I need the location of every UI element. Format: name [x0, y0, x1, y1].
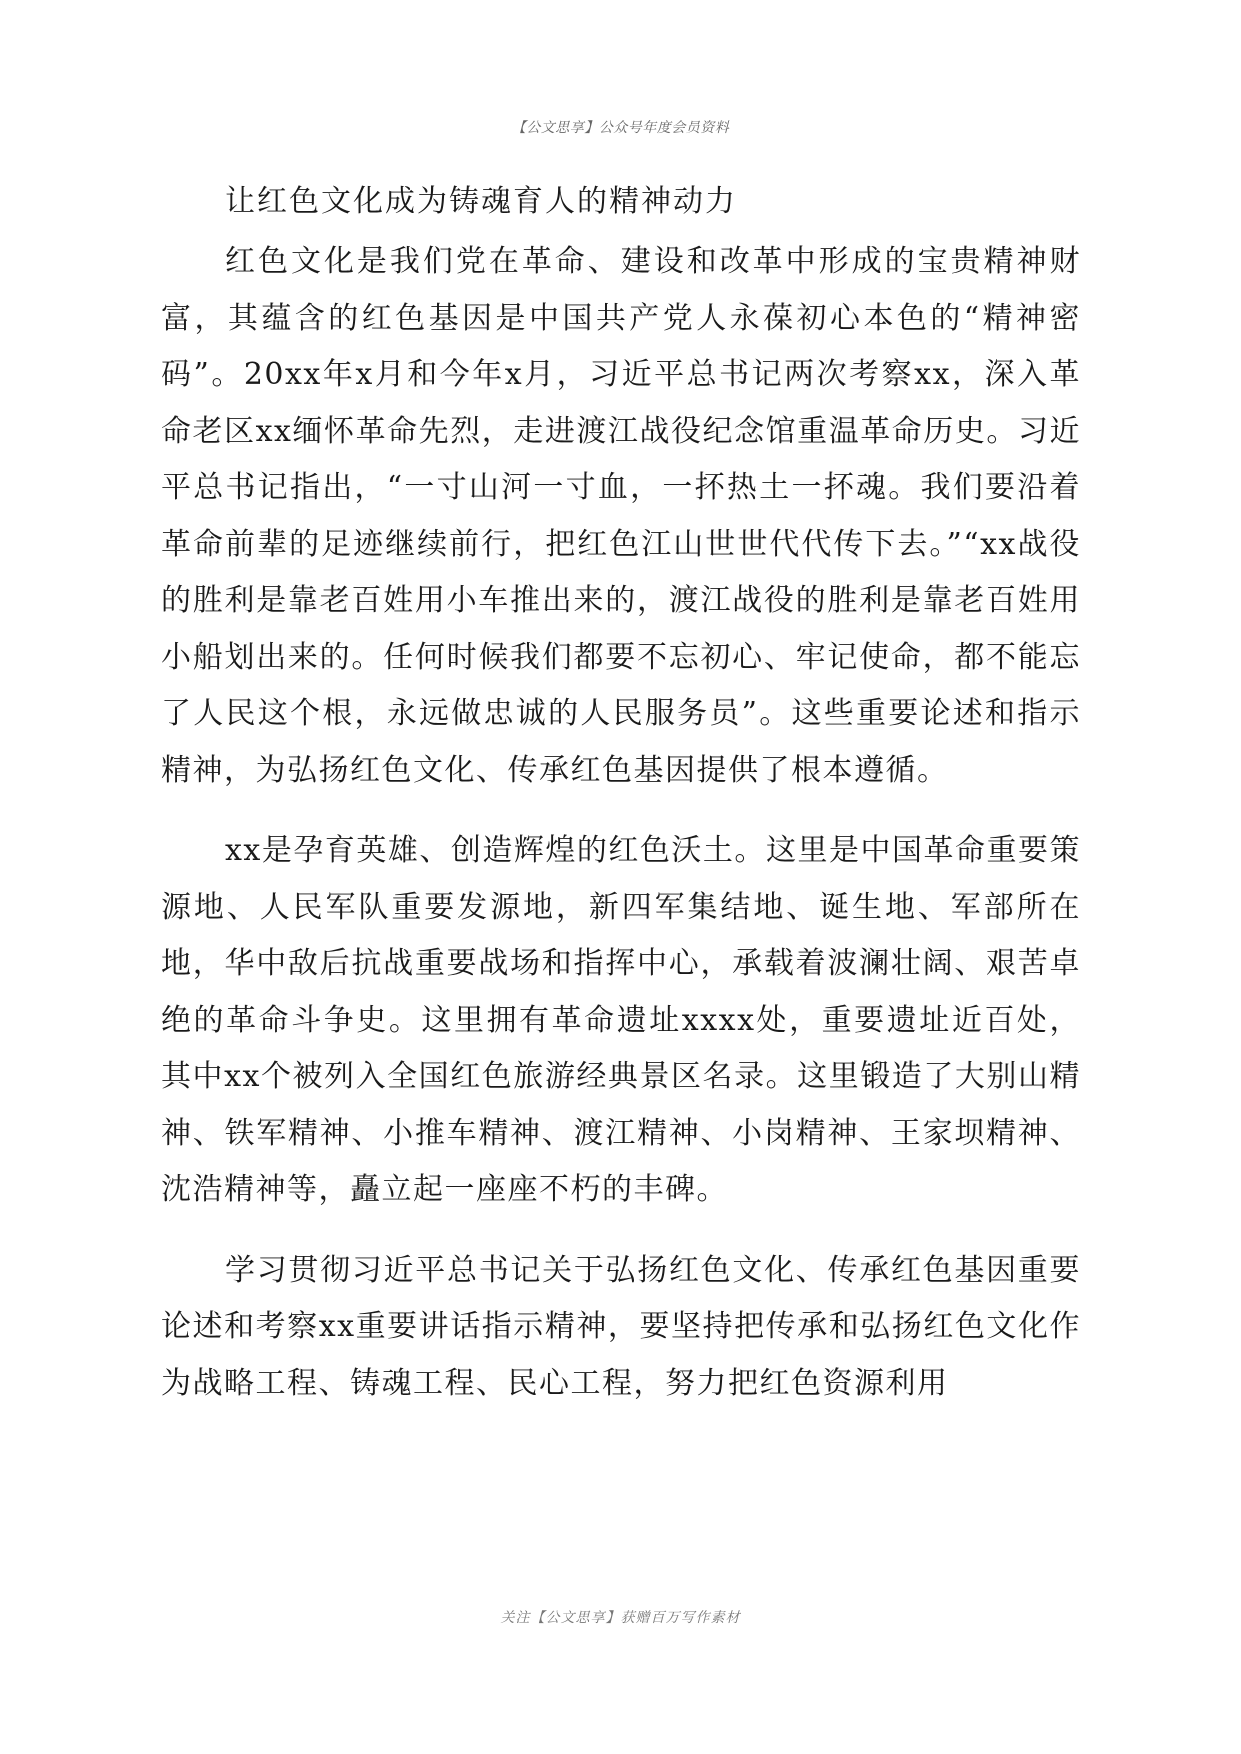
- page-footer: 关注【公文思享】获赠百万写作素材: [500, 1610, 741, 1626]
- document-body: [161, 174, 1081, 1436]
- paragraph-2: xx是孕育英雄、创造辉煌的红色沃土。这里是中国革命重要策源地、人民军队重要发源地，新四军集结地、诞生地、军部所在地，华中敌后抗战重要战场和指挥中心，承载着波澜壮阔、艰苦卓绝的革命斗争史。这里拥有革命遗址xxxx处，重要遗址近百处，其中xx个被列入全国红色旅游经典景区名录。这里锻造了大别山精神、铁军精神、小推车精神、渡江精神、小岗精神、王家坝精神、沈浩精神等，矗立起一座座不朽的丰碑。: [161, 833, 1081, 1207]
- paragraph-3: 学习贯彻习近平总书记关于弘扬红色文化、传承红色基因重要论述和考察xx重要讲话指示精神，要坚持把传承和弘扬红色文化作为战略工程、铸魂工程、民心工程，努力把红色资源利用: [161, 1252, 1081, 1401]
- paragraph-1: 红色文化是我们党在革命、建设和改革中形成的宝贵精神财富，其蕴含的红色基因是中国共产党人永葆初心本色的“精神密码”。20xx年x月和今年x月，习近平总书记两次考察xx，深入革命老区xx缅怀革命先烈，走进渡江战役纪念馆重温革命历史。习近平总书记指出，“一寸山河一寸血，一抔热土一抔魂。我们要沿着革命前辈的足迹继续前行，把红色江山世世代代传下去。”“xx战役的胜利是靠老百姓用小车推出来的，渡江战役的胜利是靠老百姓用小船划出来的。任何时候我们都要不忘初心、牢记使命，都不能忘了人民这个根，永远做忠诚的人民服务员”。这些重要论述和指示精神，为弘扬红色文化、传承红色基因提供了根本遵循。: [161, 244, 1081, 788]
- document-title: 让红色文化成为铸魂育人的精神动力: [225, 184, 737, 219]
- page-header: 【公文思享】公众号年度会员资料: [511, 120, 730, 136]
